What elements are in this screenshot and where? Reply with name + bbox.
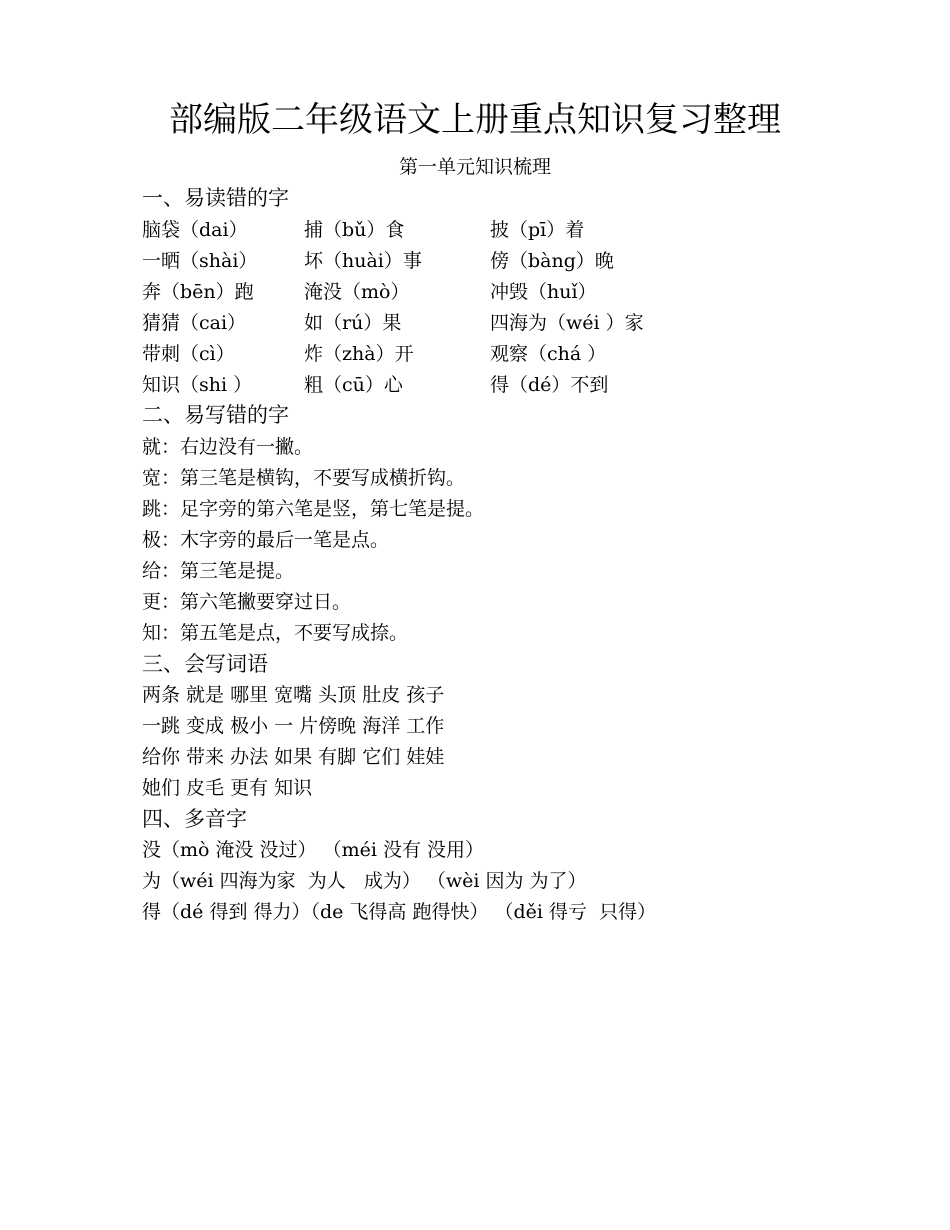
misread-cell: 捕（bǔ）食 — [304, 219, 405, 241]
list-item: 没（mò 淹没 没过） （méi 没有 没用） — [142, 839, 484, 861]
section-heading-misread: 一、易读错的字 — [142, 186, 289, 210]
list-item: 她们 皮毛 更有 知识 — [142, 777, 313, 799]
misread-cell: 一晒（shài） — [142, 250, 258, 272]
list-item: 更：第六笔撇要穿过日。 — [142, 591, 352, 613]
unit-subtitle: 第一单元知识梳理 — [398, 156, 551, 178]
section-heading-polyphonic: 四、多音字 — [142, 807, 247, 831]
misread-cell: 奔（bēn）跑 — [142, 281, 254, 303]
list-item: 给：第三笔是提。 — [142, 560, 295, 582]
list-item: 两条 就是 哪里 宽嘴 头顶 肚皮 孩子 — [142, 684, 445, 706]
list-item: 知：第五笔是点，不要写成捺。 — [142, 622, 409, 644]
misread-cell: 猜猜（cai） — [142, 312, 247, 334]
misread-cell: 粗（cū）心 — [304, 374, 403, 396]
misread-cell: 脑袋（dai） — [142, 219, 248, 241]
list-item: 给你 带来 办法 如果 有脚 它们 娃娃 — [142, 746, 445, 768]
misread-cell: 披（pī）着 — [490, 219, 585, 241]
list-item: 为（wéi 四海为家 为人 成为） （wèi 因为 为了） — [142, 870, 587, 892]
misread-cell: 观察（chá ） — [490, 343, 607, 365]
list-item: 一跳 变成 极小 一 片傍晚 海洋 工作 — [142, 715, 445, 737]
misread-cell: 冲毁（huǐ） — [490, 281, 597, 303]
list-item: 得（dé 得到 得力）（de 飞得高 跑得快） （děi 得亏 只得） — [142, 901, 657, 923]
misread-cell: 知识（shi ） — [142, 374, 253, 396]
list-item: 极：木字旁的最后一笔是点。 — [142, 529, 390, 551]
section-heading-miswritten: 二、易写错的字 — [142, 403, 289, 427]
misread-cell: 四海为（wéi ）家 — [490, 312, 644, 334]
section-heading-words: 三、会写词语 — [142, 652, 268, 676]
misread-cell: 傍（bàng）晚 — [490, 250, 614, 272]
list-item: 就：右边没有一撇。 — [142, 436, 314, 458]
list-item: 跳：足字旁的第六笔是竖，第七笔是提。 — [142, 498, 485, 520]
misread-cell: 如（rú）果 — [304, 312, 402, 334]
misread-cell: 坏（huài）事 — [304, 250, 422, 272]
misread-cell: 得（dé）不到 — [490, 374, 609, 396]
misread-cell: 炸（zhà）开 — [304, 343, 414, 365]
list-item: 宽：第三笔是横钩，不要写成横折钩。 — [142, 467, 466, 489]
page-title: 部编版二年级语文上册重点知识复习整理 — [169, 100, 781, 140]
misread-cell: 淹没（mò） — [304, 281, 410, 303]
misread-cell: 带刺（cì） — [142, 343, 235, 365]
